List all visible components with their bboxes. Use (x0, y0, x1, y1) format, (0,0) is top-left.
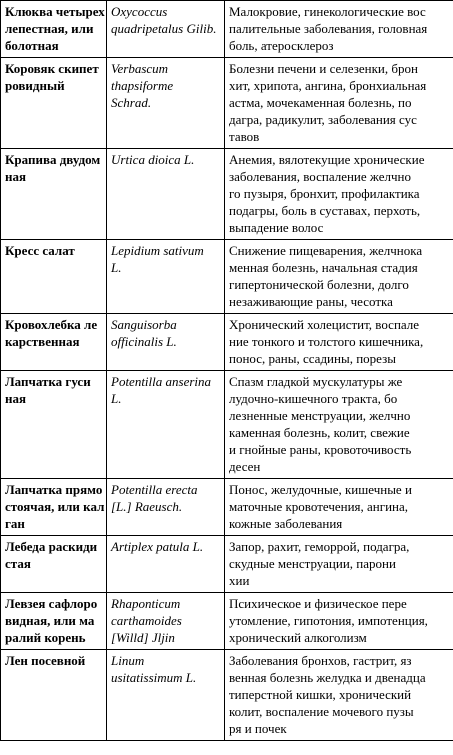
plant-name-line: Кресс салат (5, 243, 75, 258)
indications-line: боль, атеросклероз (229, 38, 334, 53)
latin-name-cell (107, 536, 225, 593)
indications-line: заболевания, воспаление желчно (229, 169, 411, 184)
latin-name-line: officinalis L. (111, 334, 177, 349)
latin-name-line: Sanguisorba (111, 317, 177, 332)
table-row (1, 536, 453, 593)
indications-line: скудные менструации, парони (229, 556, 396, 571)
latin-name-line: Lepidium sativum (111, 243, 204, 258)
table-row (1, 479, 453, 536)
latin-name-line: [L.] Raeusch. (111, 499, 183, 514)
latin-name-line: usitatissimum L. (111, 670, 197, 685)
indications-line: хит, хрипота, ангина, бронхиальная (229, 78, 427, 93)
plant-name-line: ралий корень (5, 630, 86, 645)
plant-name-line: Крапива двудом (5, 152, 101, 167)
indications-cell (225, 314, 453, 371)
indications-cell (225, 479, 453, 536)
table-row (1, 240, 453, 314)
table-row (1, 314, 453, 371)
plant-name-cell (1, 240, 107, 314)
plant-name-line: ган (5, 516, 25, 531)
plant-name-cell (1, 1, 107, 58)
plant-name-cell (1, 479, 107, 536)
plant-name-line: Левзея сафлоро (5, 596, 98, 611)
indications-cell (225, 1, 453, 58)
latin-name-cell (107, 593, 225, 650)
indications-line: ря и почек (229, 721, 287, 736)
latin-name-line: Oxycoccus (111, 4, 168, 19)
latin-name-line: Verbascum (111, 61, 169, 76)
plant-name-line: Лапчатка прямо (5, 482, 103, 497)
plant-name-cell (1, 58, 107, 149)
plant-name-line: стоячая, или кал (5, 499, 105, 514)
latin-name-cell (107, 650, 225, 741)
indications-cell (225, 536, 453, 593)
indications-cell (225, 593, 453, 650)
table-row (1, 371, 453, 479)
latin-name-line: Potentilla erecta (111, 482, 198, 497)
indications-line: астма, мочекаменная болезнь, по (229, 95, 412, 110)
indications-cell (225, 58, 453, 149)
latin-name-cell (107, 479, 225, 536)
indications-line: колит, воспаление мочевого пузы (229, 704, 414, 719)
latin-name-line: carthamoides (111, 613, 182, 628)
latin-name-line: L. (111, 391, 122, 406)
plant-name-line: Кровохлебка ле (5, 317, 98, 332)
plant-name-line: Клюква четырех (5, 4, 105, 19)
latin-name-cell (107, 371, 225, 479)
indications-line: Снижение пищеварения, желчнока (229, 243, 423, 258)
latin-name-line: quadripetalus Gilib. (111, 21, 217, 36)
indications-line: понос, раны, ссадины, порезы (229, 351, 396, 366)
latin-name-cell (107, 1, 225, 58)
latin-name-line: Linum (111, 653, 145, 668)
plant-name-cell (1, 314, 107, 371)
plant-name-cell (1, 371, 107, 479)
indications-line: Хронический холецистит, воспале (229, 317, 420, 332)
plant-name-cell (1, 650, 107, 741)
indications-line: дагра, радикулит, заболевания сус (229, 112, 417, 127)
plant-name-line: болотная (5, 38, 59, 53)
indications-line: подагры, боль в суставах, перхоть, (229, 203, 421, 218)
table-row (1, 58, 453, 149)
indications-line: лезненные менструации, желчно (229, 408, 411, 423)
plant-name-line: видная, или ма (5, 613, 95, 628)
indications-line: Психическое и физическое пере (229, 596, 407, 611)
indications-line: типерстной кишки, хронический (229, 687, 412, 702)
indications-line: десен (229, 459, 261, 474)
plant-name-line: лепестная, или (5, 21, 94, 36)
latin-name-line: Artiplex patula L. (111, 539, 204, 554)
indications-line: Понос, желудочные, кишечные и (229, 482, 412, 497)
indications-line: тавов (229, 129, 260, 144)
indications-cell (225, 149, 453, 240)
indications-line: венная болезнь желудка и двенадца (229, 670, 426, 685)
latin-name-cell (107, 58, 225, 149)
latin-name-cell (107, 149, 225, 240)
indications-line: Малокровие, гинекологические вос (229, 4, 426, 19)
indications-line: ние тонкого и толстого кишечника, (229, 334, 424, 349)
indications-line: Запор, рахит, геморрой, подагра, (229, 539, 410, 554)
table-row (1, 149, 453, 240)
indications-line: кожные заболевания (229, 516, 343, 531)
herb-table-body (1, 1, 453, 741)
table-row (1, 650, 453, 741)
plant-name-line: Лен посевной (5, 653, 86, 668)
indications-line: маточные кровотечения, ангина, (229, 499, 409, 514)
latin-name-line: Potentilla anserina (111, 374, 212, 389)
indications-cell (225, 650, 453, 741)
indications-line: Болезни печени и селезенки, брон (229, 61, 418, 76)
indications-line: Анемия, вялотекущие хронические (229, 152, 425, 167)
indications-line: и гнойные раны, кровоточивость (229, 442, 412, 457)
latin-name-cell (107, 314, 225, 371)
indications-line: незаживающие раны, чесотка (229, 294, 393, 309)
plant-name-line: стая (5, 556, 31, 571)
latin-name-line: [Willd] Jljin (111, 630, 175, 645)
plant-name-line: ная (5, 169, 27, 184)
indications-line: утомление, гипотония, импотенция, (229, 613, 428, 628)
plant-name-line: ровидный (5, 78, 65, 93)
indications-line: каменная болезнь, колит, свежие (229, 425, 410, 440)
latin-name-line: Rhaponticum (111, 596, 181, 611)
plant-name-line: Лапчатка гуси (5, 374, 91, 389)
indications-line: выпадение волос (229, 220, 324, 235)
indications-line: го пузыря, бронхит, профилактика (229, 186, 420, 201)
latin-name-cell (107, 240, 225, 314)
indications-line: хронический алкоголизм (229, 630, 367, 645)
indications-cell (225, 371, 453, 479)
indications-line: хии (229, 573, 250, 588)
indications-line: гипертонической болезни, долго (229, 277, 409, 292)
indications-line: Спазм гладкой мускулатуры же (229, 374, 403, 389)
indications-line: менная болезнь, начальная стадия (229, 260, 418, 275)
latin-name-line: L. (111, 260, 122, 275)
plant-name-cell (1, 536, 107, 593)
plant-name-line: Коровяк скипет (5, 61, 99, 76)
plant-name-line: Лебеда раскиди (5, 539, 98, 554)
indications-line: Заболевания бронхов, гастрит, яз (229, 653, 412, 668)
plant-name-cell (1, 149, 107, 240)
indications-line: палительные заболевания, головная (229, 21, 428, 36)
table-row (1, 593, 453, 650)
plant-name-line: ная (5, 391, 27, 406)
latin-name-line: thapsiforme (111, 78, 174, 93)
indications-line: лудочно-кишечного тракта, бо (229, 391, 398, 406)
plant-name-line: карственная (5, 334, 80, 349)
plant-name-cell (1, 593, 107, 650)
indications-cell (225, 240, 453, 314)
latin-name-line: Urtica dioica L. (111, 152, 195, 167)
table-row (1, 1, 453, 58)
latin-name-line: Schrad. (111, 95, 152, 110)
